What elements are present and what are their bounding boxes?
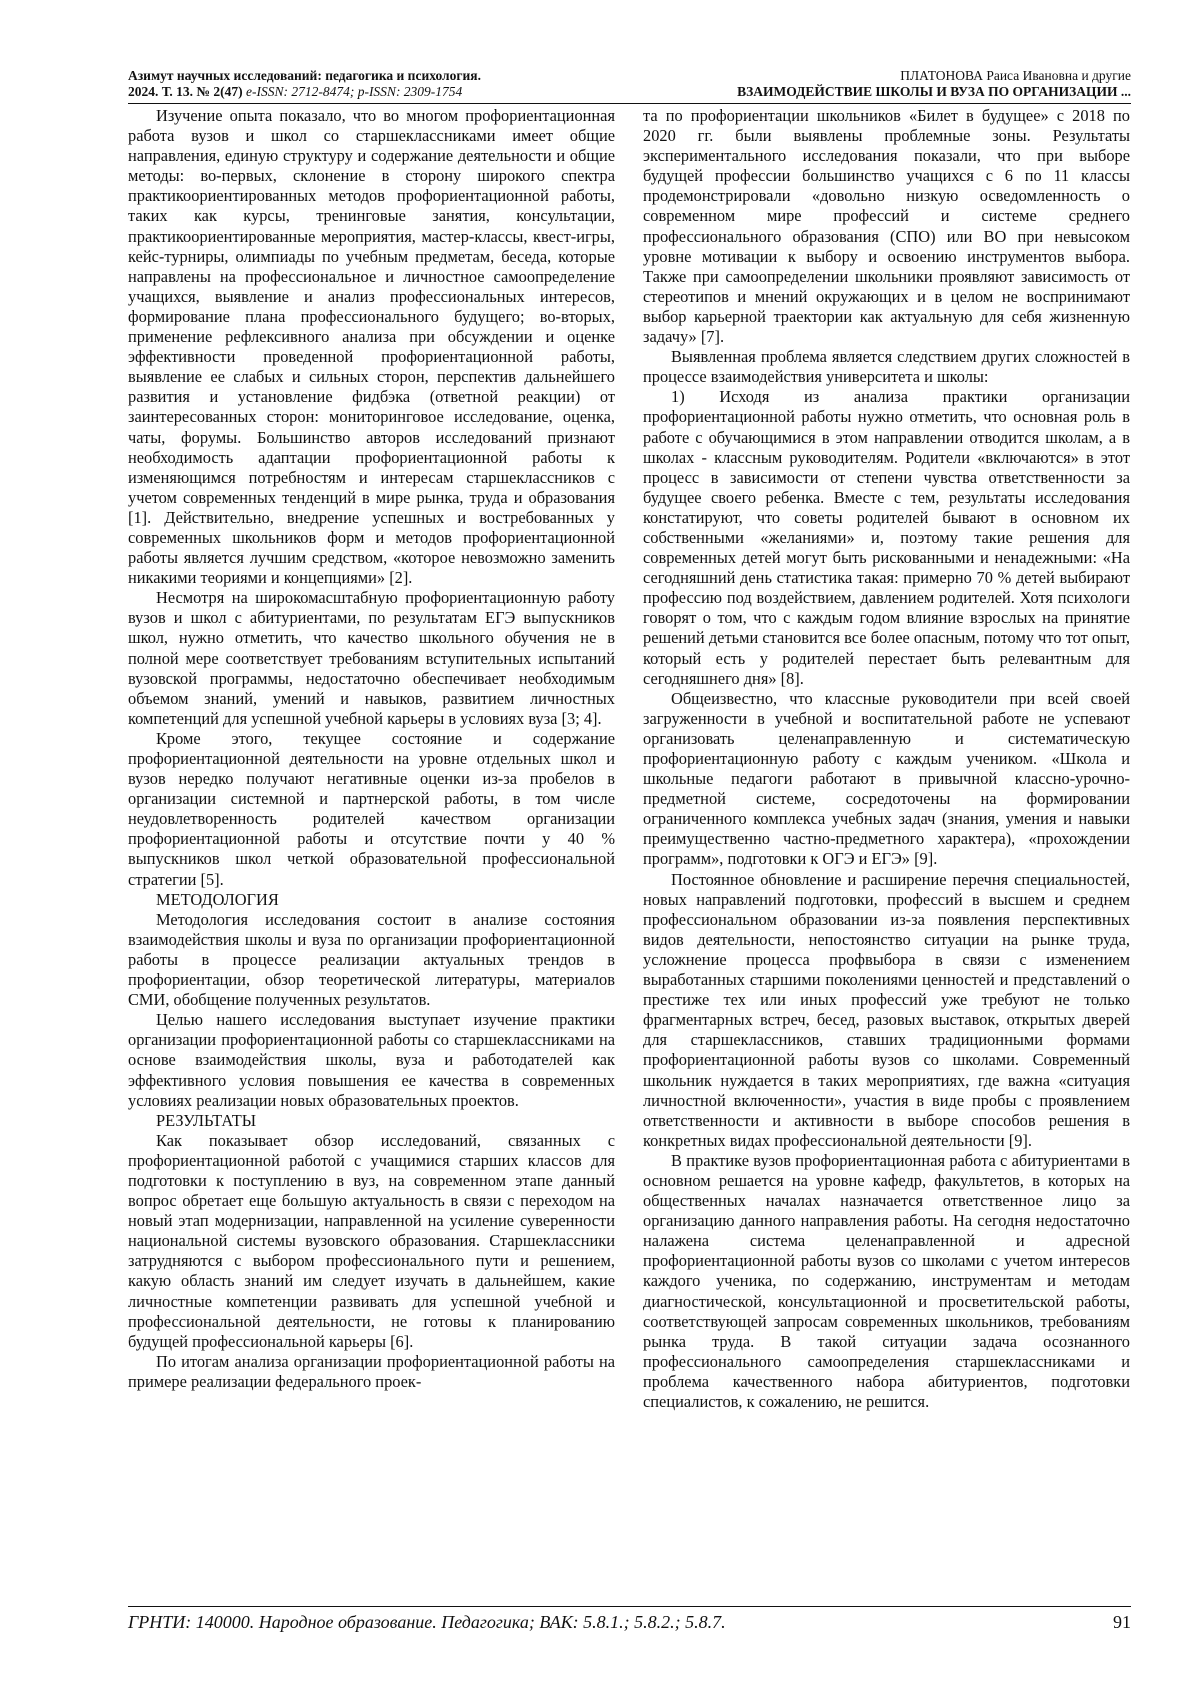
- header-article-info: [737, 68, 1131, 100]
- running-footer: [128, 1611, 1131, 1633]
- article-short-title: ВЗАИМОДЕЙСТВИЕ ШКОЛЫ И ВУЗА ПО ОРГАНИЗАЦИИ ...: [737, 84, 1131, 99]
- left-column: [128, 106, 615, 1604]
- paragraph: Постоянное обновление и расширение перечня специальностей, новых направлений подготовки, профессий в высшем и среднем профессиональном образовании из-за появления перспективных видов деятельности, непостоянство ситуации на рынке труда, усложнение процесса профвыбора в связи с изменением выработанных старшими поколениями ценностей и представлений о престиже тех или иных профессий уже требуют не только фрагментарных встреч, бесед, разовых выставок, открытых дверей для старшеклассников, ставших традиционными формами профориентационной работы вузов со школами. Современный школьник нуждается в таких мероприятиях, где важна «ситуация личностной включенности», участия в виде пробы с проявлением ответственности и активности в выборе способов решения в конкретных видах профессиональной деятельности [9].: [643, 869, 1130, 1150]
- paragraph: Как показывает обзор исследований, связанных с профориентационной работой с учащимися старших классов для подготовки к поступлению в вуз, на современном этапе данный вопрос обретает еще большую актуальность в связи с переходом на новый этап модернизации, направленной на усиление суверенности национальной системы вузовского образования. Старшеклассники затрудняются с выбором профессионального пути и решением, какую область знаний им следует изучать в дальнейшем, какие личностные компетенции развивать для успешной учебной и профессиональной деятельности, не готовы к планированию будущей профессиональной карьеры [6].: [128, 1130, 615, 1351]
- journal-issue-line: [128, 84, 481, 100]
- journal-issn: e-ISSN: 2712-8474; p-ISSN: 2309-1754: [245, 84, 463, 99]
- paragraph: Кроме этого, текущее состояние и содержание профориентационной деятельности на уровне отдельных школ и вузов нередко получают негативные оценки из-за пробелов в организации системной и партнерской работы, в том числе неудовлетворенность родителей качеством организации профориентационной работы и отсутствие почти у 40 % выпускников школ четкой образовательной профессиональной стратегии [5].: [128, 728, 615, 889]
- paragraph: Выявленная проблема является следствием других сложностей в процессе взаимодействия университета и школы:: [643, 347, 1130, 387]
- article-authors: ПЛАТОНОВА Раиса Ивановна и другие: [900, 68, 1131, 83]
- footer-divider: [128, 1606, 1131, 1607]
- paragraph: Методология исследования состоит в анализе состояния взаимодействия школы и вуза по организации профориентационной работы в процессе реализации актуальных трендов в профориентации, обзор теоретической литературы, материалов СМИ, обобщение полученных результатов.: [128, 909, 615, 1010]
- paragraph: Несмотря на широкомасштабную профориентационную работу вузов и школ с абитуриентами, по результатам ЕГЭ выпускников школ, нужно отметить, что качество школьного обучения не в полной мере соответствует требованиям вступительных испытаний вузовской программы, недостаточно обеспечивает необходимым объемом знаний, умений и навыков, развитием личностных компетенций для успешной учебной карьеры в условиях вуза [3; 4].: [128, 588, 615, 728]
- paragraph: В практике вузов профориентационная работа с абитуриентами в основном решается на уровне кафедр, факультетов, в которых на общественных началах назначается ответственное лицо за организацию данного направления работы. На сегодня недостаточно налажена система целенаправленной и адресной профориентационной работы вузов со школами с учетом интересов каждого ученика, по содержанию, инструментам и методам диагностической, консультационной и просветительской работы, соответствующей запросам современных школьников, требованиям рынка труда. В такой ситуации задача осознанного профессионального самоопределения старшеклассниками и проблема качественного набора абитуриентов, подготовки специалистов, к сожалению, не решится.: [643, 1150, 1130, 1411]
- page-number: 91: [1113, 1612, 1131, 1632]
- paragraph: По итогам анализа организации профориентационной работы на примере реализации федерального проек-: [128, 1351, 615, 1391]
- paragraph: Изучение опыта показало, что во многом профориентационная работа вузов и школ со старшеклассниками имеет общие направления, единую структуру и содержание деятельности и общие методы: во-первых, склонение в сторону широкого спектра практикоориентированных методов профориентационной работы, таких как курсы, тренинговые занятия, консультации, практикоориентированные мероприятия, мастер-классы, квест-игры, кейс-турниры, олимпиады по учебным предметам, беседа, которые направлены на профессиональное и личностное самоопределение учащихся, выявление и анализ профессиональных интересов, формирование плана профессионального будущего; во-вторых, применение рефлексивного анализа при обсуждении и оценке эффективности проведенной профориентационной работы, выявление ее слабых и сильных сторон, перспектив дальнейшего развития и установление фидбэка (ответной реакции) от заинтересованных сторон: мониторинговое исследование, оценка, чаты, форумы. Большинство авторов исследований признают необходимость адаптации профориентационной работы к изменяющимся потребностям и интересам старшеклассников с учетом современных тенденций в мире рынка, труда и образования [1]. Действительно, внедрение успешных и востребованных у современных школьников форм и методов профориентационной работы является лучшим средством, «которое невозможно заменить никакими теориями и концепциями» [2].: [128, 106, 615, 588]
- journal-title: Азимут научных исследований: педагогика и психология.: [128, 68, 481, 83]
- paragraph-continued: та по профориентации школьников «Билет в будущее» с 2018 по 2020 гг. были выявлены проблемные зоны. Результаты экспериментального исследования показали, что при выборе будущей профессии большинство учащихся с 6 по 11 классы продемонстрировали «довольно низкую осведомленность о современном мире профессий и системе среднего профессионального образования (СПО) или ВО при невысоком уровне мотивации к выбору и освоению инструментов выбора. Также при самоопределении школьники проявляют зависимость от стереотипов и мнений окружающих и в целом не воспринимают выбор карьерной траектории как актуальную для себя жизненную задачу» [7].: [643, 106, 1130, 347]
- right-column: [643, 106, 1130, 1604]
- paragraph: 1) Исходя из анализа практики организации профориентационной работы нужно отметить, что основная роль в работе с обучающимися в этом направлении отводится школам, а в школах - классным руководителям. Родители «включаются» в этот процесс в зависимости от степени чувства ответственности за будущее своего ребенка. Вместе с тем, результаты исследования констатируют, что советы родителей бывают в основном их собственными «желаниями» и, поэтому такие решения для современных детей могут быть рискованными и ненадежными: «На сегодняшний день статистика такая: примерно 70 % детей выбирают профессию под воздействием, давлением родителей. Хотя психологи говорят о том, что с каждым годом влияние взрослых на принятие решений детьми становится все более опасным, потому что тот опыт, который есть у родителей перестает быть релевантным для сегодняшнего дня» [8].: [643, 387, 1130, 688]
- section-heading-results: РЕЗУЛЬТАТЫ: [156, 1110, 257, 1130]
- header-journal-info: [128, 68, 481, 100]
- paragraph: Общеизвестно, что классные руководители при всей своей загруженности в учебной и воспитательной работе не успевают организовать целенаправленную и систематическую профориентационную работу с каждым учеником. «Школа и школьные педагоги работают в привычной классно-урочно-предметной системе, сосредоточены на формировании ограниченного комплекса учебных задач (знания, умения и навыки преимущественно частно-предметного характера), «прохождении программ», подготовки к ОГЭ и ЕГЭ» [9].: [643, 688, 1130, 869]
- journal-issue: 2024. Т. 13. № 2(47): [128, 84, 243, 99]
- paragraph: Целью нашего исследования выступает изучение практики организации профориентационной работы со старшеклассниками на основе взаимодействия школы, вуза и работодателей как эффективного условия повышения ее качества в современных условиях реализации новых образовательных проектов.: [128, 1010, 615, 1110]
- classification-codes: ГРНТИ: 140000. Народное образование. Педагогика; ВАК: 5.8.1.; 5.8.2.; 5.8.7.: [128, 1612, 726, 1632]
- header-divider: [128, 103, 1131, 104]
- section-heading-methodology: МЕТОДОЛОГИЯ: [156, 889, 279, 909]
- running-header: [128, 68, 1131, 100]
